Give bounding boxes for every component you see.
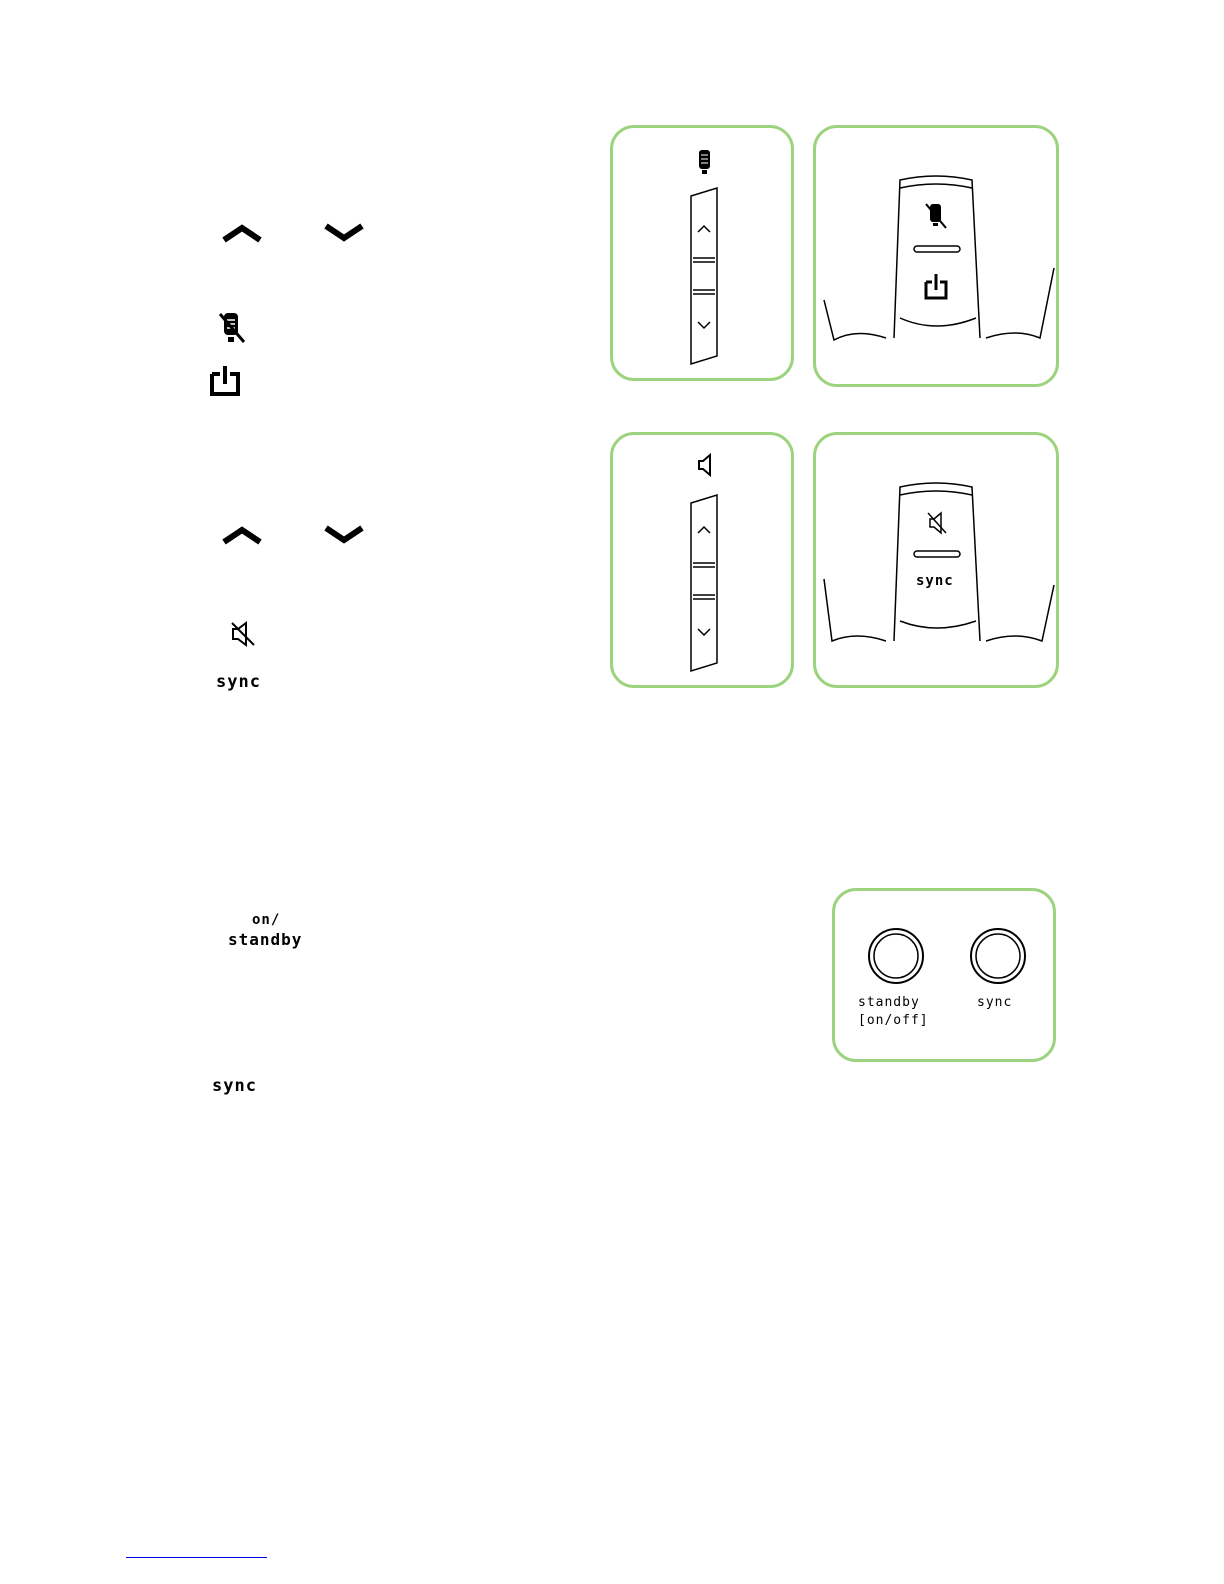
standby-sub-label: [on/off] (858, 1013, 929, 1028)
standby-label: standby (858, 995, 920, 1010)
power-icon (926, 274, 946, 298)
speaker-mute-icon (928, 513, 946, 533)
mic-mute-icon (214, 310, 250, 346)
sync-button (971, 929, 1025, 983)
on-standby-label-line1: on/ (252, 912, 281, 928)
standby-button (869, 929, 923, 983)
chevron-up-icon (218, 218, 266, 248)
sync-label: sync (216, 672, 261, 692)
mic-icon (699, 150, 710, 174)
speaker-slider-figure (610, 432, 794, 688)
power-icon (208, 364, 242, 398)
chevron-down-icon (320, 218, 368, 248)
headset-speaker-sync-figure (813, 432, 1059, 688)
speaker-icon (699, 455, 710, 475)
transmitter-sync-label: sync (212, 1076, 257, 1096)
base-station-buttons-figure (832, 888, 1056, 1062)
chevron-down-icon (320, 520, 368, 550)
mic-mute-icon (926, 204, 946, 228)
mic-slider-figure (610, 125, 794, 381)
volume-rocker (691, 188, 717, 364)
headset-mic-power-figure (813, 125, 1059, 387)
speaker-mute-icon (228, 620, 258, 648)
footer-link[interactable] (126, 1557, 267, 1558)
volume-rocker (691, 495, 717, 671)
sync-label: sync (977, 995, 1013, 1010)
chevron-up-icon (218, 520, 266, 550)
on-standby-label-line2: standby (228, 930, 303, 949)
sync-label: sync (916, 573, 954, 589)
